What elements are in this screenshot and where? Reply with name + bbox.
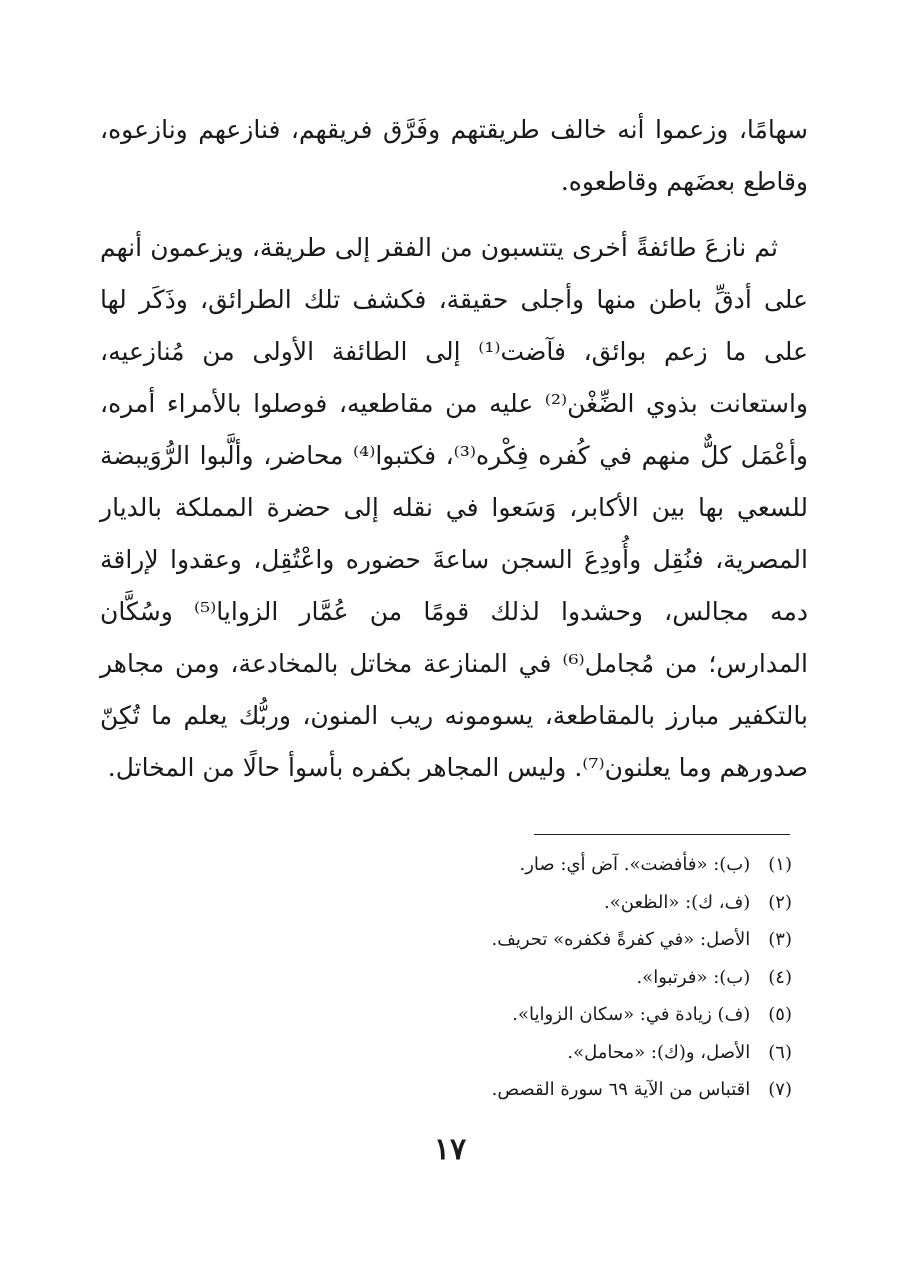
- paragraph-2: ثم نازعَ طائفةً أخرى يتتسبون من الفقر إلى طريقة، ويزعمون أنهم على أدقِّ باطن منها وأجلى حقيقة، فكشف تلك الطرائق، وذَكَر لها على ما زعم بوائق، فآضت⁽¹⁾ إلى الطائفة الأولى من مُنازعيه، واستعانت بذوي الضِّغْن⁽²⁾ عليه من مقاطعيه، فوصلوا بالأمراء أمره، وأعْمَل كلٌّ منهم في كُفره فِكْره⁽³⁾، فكتبوا⁽⁴⁾ محاضر، وألَّبوا الرُّوَيبضة للسعي بها بين الأكابر، وَسَعوا في نقله إلى حضرة المملكة بالديار المصرية، فنُقِل وأُودِعَ السجن ساعةَ حضوره واعْتُقِل، وعقدوا لإراقة دمه مجالس، وحشدوا لذلك قومًا من عُمَّار الزوايا⁽⁵⁾ وسُكَّان المدارس؛ من مُجامل⁽⁶⁾ في المنازعة مخاتل بالمخادعة، ومن مجاهر بالتكفير مبارز بالمقاطعة، يسومونه ريب المنون، وربُّك يعلم ما تُكِنّ صدورهم وما يعلنون⁽⁷⁾. وليس المجاهر بكفره بأسوأ حالًا من المخاتل.: [100, 233, 808, 782]
- footnote-text: (ف) زيادة في: «سكان الزوايا».: [512, 1004, 751, 1025]
- footnote-number: (١): [768, 854, 792, 875]
- footnote-text: الأصل، و(ك): «محامل».: [567, 1041, 751, 1063]
- footnote-2: [232, 884, 792, 922]
- footnote-4: [232, 959, 792, 997]
- footnote-text: (ف، ك): «الظعن».: [604, 891, 751, 913]
- footnote-text: (ب): «فرتبوا».: [636, 966, 751, 988]
- footnote-number: (٣): [768, 929, 792, 950]
- footnote-separator: [534, 834, 790, 835]
- footnote-number: (٧): [768, 1079, 792, 1100]
- footnote-text: (ب): «فأفضت». آض أي: صار.: [519, 854, 751, 875]
- footnotes-list: [232, 846, 792, 1109]
- footnote-5: [232, 996, 792, 1034]
- footnote-text: اقتباس من الآية ٦٩ سورة القصص.: [491, 1079, 751, 1100]
- footnote-6: [232, 1034, 792, 1072]
- footnote-number: (٦): [768, 1041, 792, 1063]
- footnote-7: [232, 1071, 792, 1109]
- footnote-number: (٢): [768, 891, 792, 913]
- page-number: ١٧: [433, 1132, 467, 1167]
- footnote-number: (٥): [768, 1004, 792, 1025]
- paragraph-1: سهامًا، وزعموا أنه خالف طريقتهم وفَرَّق فريقهم، فنازعهم ونازعوه، وقاطع بعضَهم وقاطعوه.: [100, 115, 808, 196]
- main-text: [100, 104, 808, 794]
- footnote-1: [232, 846, 792, 884]
- footnote-text: الأصل: «في كفرةً فكفره» تحريف.: [491, 929, 751, 950]
- footnote-number: (٤): [768, 966, 792, 988]
- footnote-3: [232, 921, 792, 959]
